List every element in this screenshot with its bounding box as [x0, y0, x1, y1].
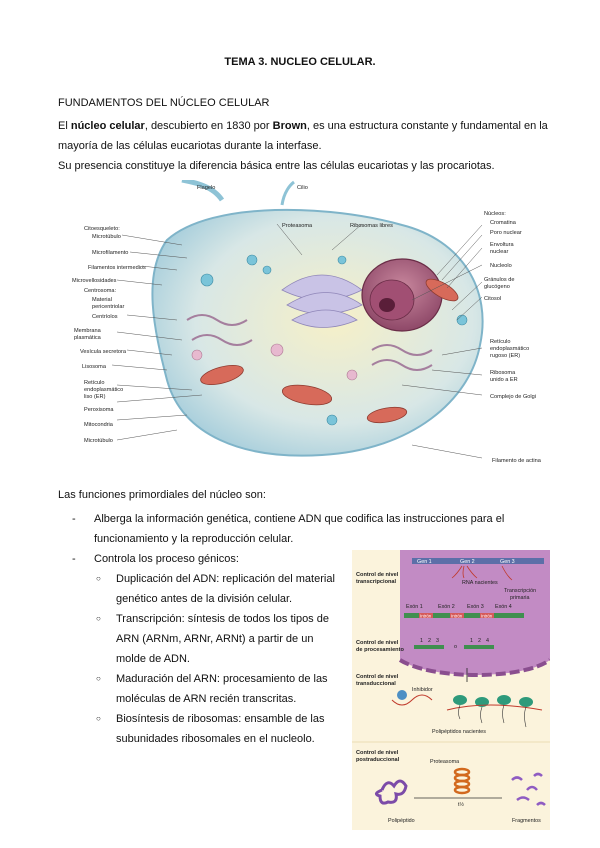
control-transcripcional-1: Control de nivel	[356, 572, 399, 578]
label-pericentriolar: pericentriolar	[92, 304, 125, 310]
page-title: TEMA 3. NUCLEO CELULAR.	[224, 56, 376, 68]
label-microtubulo-2: Microtúbulo	[84, 438, 113, 444]
label-poro-nuclear: Poro nuclear	[490, 230, 522, 236]
label-cilio: Cilio	[297, 185, 308, 191]
list-item	[94, 569, 344, 609]
exon-2-label: Exón 2	[438, 604, 455, 610]
function-text: Alberga la información genética, contiene ADN que codifica las instrucciones para el funcionamiento y la reproducción celular.	[94, 513, 505, 545]
label-filamento-actina: Filamento de actina	[492, 458, 541, 464]
label-mitocondria: Mitocondria	[84, 422, 113, 428]
section-heading: FUNDAMENTOS DEL NÚCLEO CELULAR	[58, 97, 270, 109]
label-envoltura: Envoltura	[490, 242, 514, 248]
intron-label-1: Intrón	[420, 613, 432, 619]
label-reticulo-rugoso-3: rugoso (ER)	[490, 353, 521, 359]
circle-bullet-icon: ○	[96, 614, 101, 623]
rna-nacientes-label: RNA nacientes	[462, 580, 498, 586]
intron-label-2: Intrón	[451, 613, 463, 619]
dna-strand	[412, 558, 544, 564]
list-item	[94, 609, 344, 669]
control-postraduccional-1: Control de nivel	[356, 750, 399, 756]
splice-num-2: 2	[428, 638, 431, 644]
label-complejo-golgi: Complejo de Golgi	[490, 394, 537, 400]
intron-label-3: Intrón	[481, 613, 493, 619]
splice-num-3: 3	[436, 638, 439, 644]
half-life-label: t½	[458, 802, 464, 808]
label-citoesqueleto: Citoesqueleto:	[84, 226, 120, 232]
transcripcion-primaria-1: Transcripción	[504, 588, 537, 594]
control-procesamiento-1: Control de nivel	[356, 640, 399, 646]
intro-paragraph-2: Su presencia constituye la diferencia básica entre las células eucariotas y las procariotas.	[58, 160, 495, 172]
label-centriolos: Centríolos	[92, 314, 118, 320]
splice-or: o	[454, 644, 457, 650]
inhibidor-label: Inhibidor	[412, 687, 433, 693]
fragmentos-label: Fragmentos	[512, 818, 541, 824]
gene-1-label: Gen 1	[417, 559, 432, 565]
name-brown: Brown	[272, 120, 307, 132]
control-procesamiento-2: de procesamiento	[356, 647, 404, 653]
term-nucleo-celular: núcleo celular	[70, 120, 145, 132]
intro-p1-pre: El	[58, 120, 71, 132]
label-microvellosidades: Microvellosidades	[72, 278, 117, 284]
list-item	[94, 669, 344, 709]
label-lisosoma: Lisosoma	[82, 364, 106, 370]
label-reticulo-liso-1: Retículo	[84, 380, 105, 386]
label-nucleolo: Nucleolo	[490, 263, 512, 269]
label-microtubulo: Microtúbulo	[92, 234, 121, 240]
intro-p1-mid: , descubierto en 1830 por	[144, 120, 273, 132]
label-microfilamento: Microfilamento	[92, 250, 129, 256]
subfunctions-list	[94, 569, 344, 749]
inhibitor-shape	[397, 690, 407, 700]
splice-num-5: 2	[478, 638, 481, 644]
exon-3-label: Exón 3	[467, 604, 484, 610]
subfunction-text: Duplicación del ADN: replicación del material genético antes de la división celular.	[116, 573, 335, 605]
polipeptido-label: Polipéptido	[388, 818, 415, 824]
label-material: Material	[92, 297, 112, 303]
circle-bullet-icon: ○	[96, 714, 101, 723]
gene-expression-control-figure	[352, 550, 550, 830]
eukaryotic-cell-figure	[72, 180, 550, 470]
function-text: Controla los proceso génicos:	[94, 553, 239, 565]
label-nuclear: nuclear	[490, 249, 509, 255]
proteasoma-label: Proteasoma	[430, 759, 460, 765]
label-centrosoma: Centrosoma:	[84, 288, 117, 294]
label-reticulo-liso-2: endoplasmático	[84, 387, 124, 393]
label-filamentos-intermedios: Filamentos intermedios	[88, 265, 146, 271]
subfunction-text: Maduración del ARN: procesamiento de las moléculas de ARN recién transcritas.	[116, 673, 328, 705]
list-item	[94, 709, 344, 749]
gene-3-label: Gen 3	[500, 559, 515, 565]
label-ribosomas-libres: Ribosomas libres	[350, 223, 393, 229]
subfunction-text: Biosíntesis de ribosomas: ensamble de las subunidades ribosomales en el nucleolo.	[116, 713, 325, 745]
splice-num-6: 4	[486, 638, 489, 644]
list-item	[72, 509, 544, 549]
label-peroxisoma: Peroxisoma	[84, 407, 114, 413]
label-nucleos: Núcleos:	[484, 211, 506, 217]
label-unido-a-er: unido a ER	[490, 377, 518, 383]
label-ribosoma: Ribosoma	[490, 370, 516, 376]
subfunction-text: Transcripción: síntesis de todos los tipos de ARN (ARNm, ARNr, ARNt) a partir de un molde de ADN.	[116, 613, 329, 665]
control-postraduccional-2: postraduccional	[356, 757, 400, 763]
exon-4-label: Exón 4	[495, 604, 512, 610]
circle-bullet-icon: ○	[96, 574, 101, 583]
label-glucogeno: glucógeno	[484, 284, 510, 290]
transcripcion-primaria-2: primaria	[510, 595, 530, 601]
intro-paragraph-1	[58, 116, 548, 156]
circle-bullet-icon: ○	[96, 674, 101, 683]
label-reticulo-rugoso-1: Retículo	[490, 339, 511, 345]
splice-num-4: 1	[470, 638, 473, 644]
label-vesicula-secretora: Vesícula secretora	[80, 349, 127, 355]
label-proteasoma: Proteasoma	[282, 223, 313, 229]
label-granulos-de: Gránulos de	[484, 277, 515, 283]
control-transduccional-1: Control de nivel	[356, 674, 399, 680]
label-citosol: Citosol	[484, 296, 502, 302]
cell-body	[152, 180, 482, 456]
control-transcripcional-2: transcripcional	[356, 579, 397, 585]
label-plasmatica: plasmática	[74, 335, 101, 341]
exon-1-label: Exón 1	[406, 604, 423, 610]
label-membrana: Membrana	[74, 328, 101, 334]
gene-2-label: Gen 2	[460, 559, 475, 565]
intro-p1-post: , es una estructura constante y fundamental en la mayoría de las células eucariotas durante la interfase.	[58, 120, 548, 152]
splice-num-1: 1	[420, 638, 423, 644]
list-dash: -	[72, 553, 76, 565]
intro-text	[58, 116, 548, 176]
polipeptidos-nacientes-label: Polipéptidos nacientes	[432, 729, 486, 735]
label-reticulo-liso-3: liso (ER)	[84, 394, 106, 400]
label-flagelo: Flagelo	[197, 185, 216, 191]
label-cromatina: Cromatina	[490, 220, 516, 226]
list-dash: -	[72, 513, 76, 525]
functions-heading: Las funciones primordiales del núcleo son:	[58, 489, 266, 501]
label-reticulo-rugoso-2: endoplasmático	[490, 346, 530, 352]
control-transduccional-2: transduccional	[356, 681, 396, 687]
